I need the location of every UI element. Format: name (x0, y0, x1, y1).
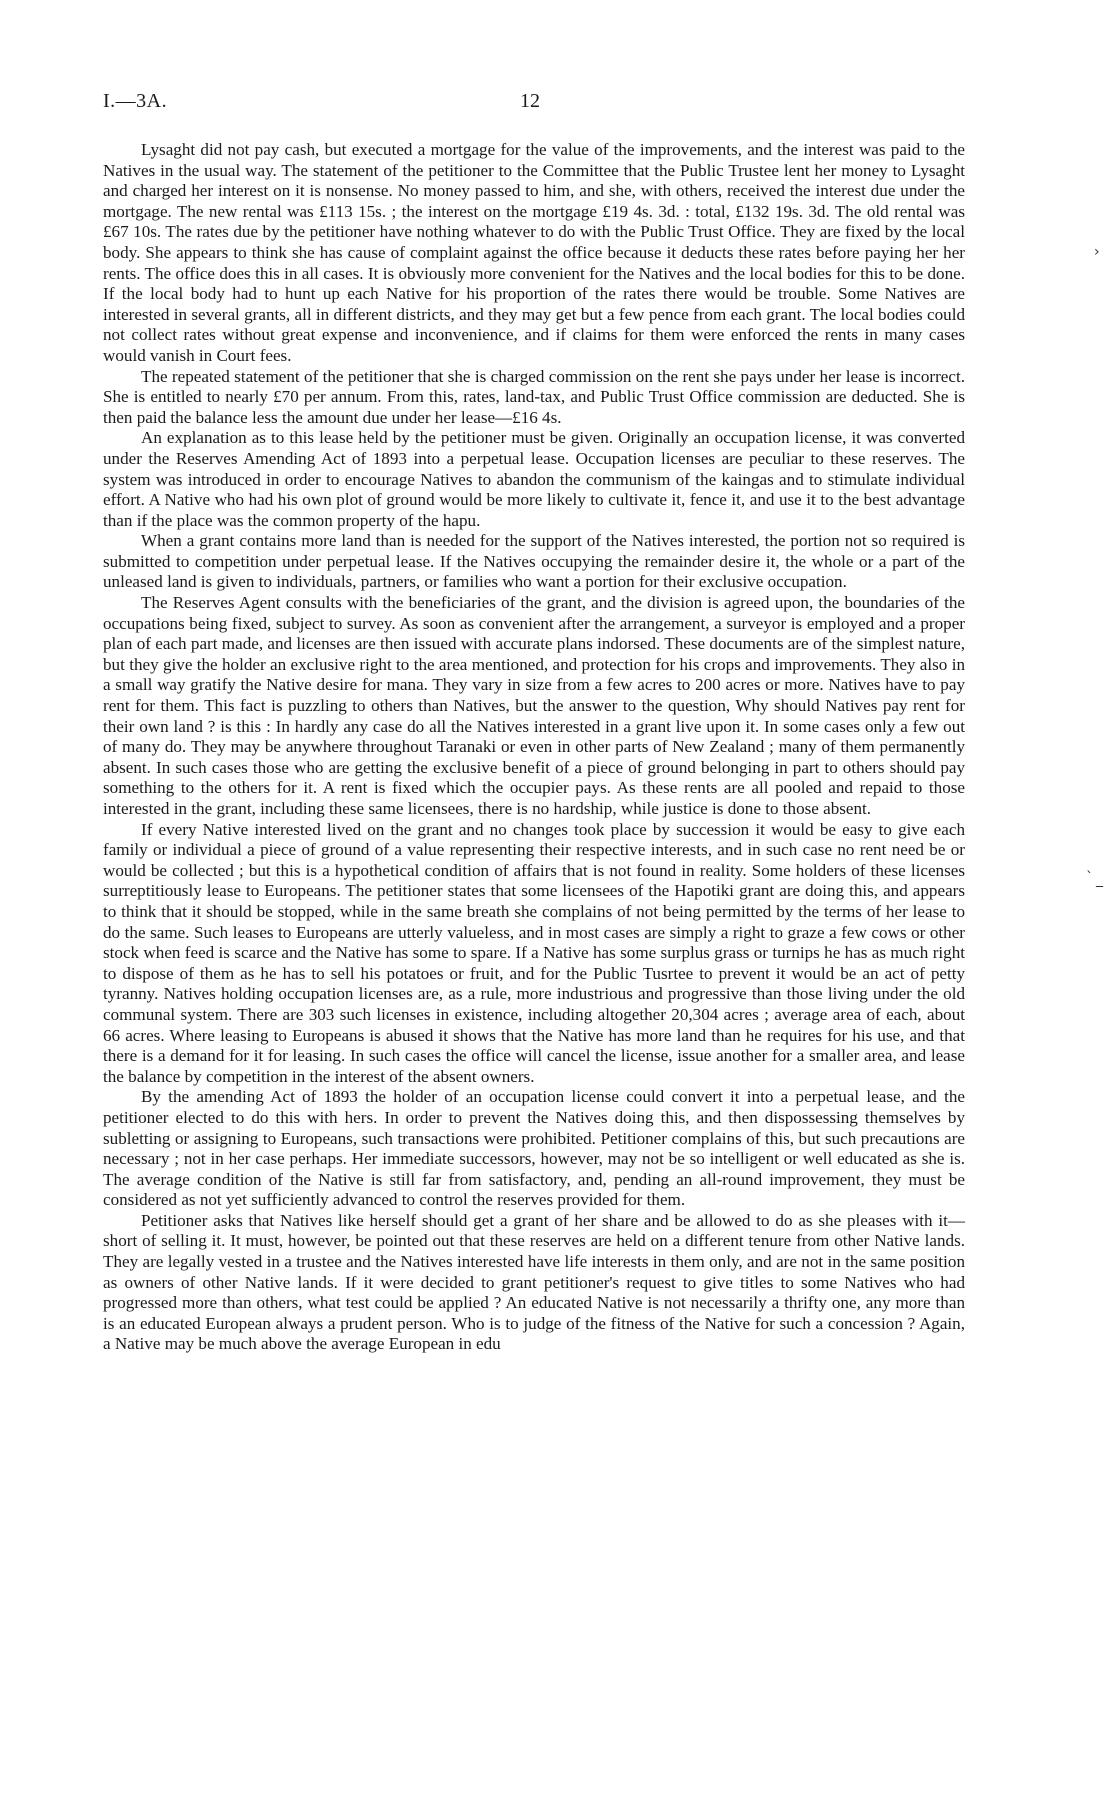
margin-mark: ‾ (1096, 885, 1103, 901)
paragraph: The Reserves Agent consults with the beneficiaries of the grant, and the division is agreed upon, the boundaries of the occupations being fixed, subject to survey. As soon as convenient after the arrangement, a surveyor is employed and a proper plan of each part made, and licenses are then issued with accurate plans indorsed. These documents are of the simplest nature, but they give the holder an exclusive right to the area mentioned, and protection for his crops and improvements. They also in a small way gratify the Native desire for mana. They vary in size from a few acres to 200 acres or more. Natives have to pay rent for them. This fact is puzzling to others than Natives, but the answer to the question, Why should Natives pay rent for their own land ? is this : In hardly any case do all the Natives interested in a grant live upon it. In some cases only a few out of many do. They may be anywhere throughout Taranaki or even in other parts of New Zealand ; many of them permanently absent. In such cases those who are getting the exclusive benefit of a piece of ground belonging in part to others should pay something to the others for it. A rent is fixed which the occupier pays. As these rents are all pooled and repaid to those interested in the grant, including these same licensees, there is no hardship, while justice is done to those absent. (103, 593, 965, 818)
paragraph: If every Native interested lived on the grant and no changes took place by succession it would be easy to give each family or individual a piece of ground of a value representing their respective interests, and in such case no rent need be or would be collected ; but this is a hypothetical condition of affairs that is not found in reality. Some holders of these licenses surreptitiously lease to Europeans. The petitioner states that some licensees of the Hapotiki grant are doing this, and appears to think that it should be stopped, while in the same breath she complains of not being permitted by the terms of her lease to do the same. Such leases to Europeans are utterly valueless, and in most cases are simply a right to graze a few cows or other stock when feed is scarce and the Native has some to spare. If a Native has some surplus grass or turnips he has as much right to dispose of them as he has to sell his potatoes or fruit, and for the Public Tusrtee to prevent it would be an act of petty tyranny. Natives holding occupation licenses are, as a rule, more industrious and progressive than those living under the old communal system. There are 303 such licenses in existence, including altogether 20,304 acres ; average area of each, about 66 acres. Where leasing to Europeans is abused it shows that the Native has more land than he requires for his use, and that there is a demand for it for leasing. In such cases the office will cancel the license, issue another for a smaller area, and lease the balance by competition in the interest of the absent owners. (103, 819, 965, 1086)
paragraph: An explanation as to this lease held by the petitioner must be given. Originally an occupation license, it was converted under the Reserves Amending Act of 1893 into a perpetual lease. Occupation licenses are peculiar to these reserves. The system was introduced in order to encourage Natives to abandon the communism of the kaingas and to stimulate individual effort. A Native who had his own plot of ground would be more likely to cultivate it, fence it, and use it to the best advantage than if the place was the common property of the hapu. (103, 428, 965, 530)
page-header (103, 90, 963, 120)
page-number: 12 (520, 90, 540, 112)
paragraph: Lysaght did not pay cash, but executed a mortgage for the value of the improvements, and the interest was paid to the Natives in the usual way. The statement of the petitioner to the Committee that the Public Trustee lent her money to Lysaght and charged her interest on it is nonsense. No money passed to him, and she, with others, received the interest due under the mortgage. The new rental was £113 15s. ; the interest on the mortgage £19 4s. 3d. : total, £132 19s. 3d. The old rental was £67 10s. The rates due by the petitioner have nothing whatever to do with the Public Trust Office. They are fixed by the local body. She appears to think she has cause of complaint against the office because it deducts these rates before paying her her rents. The office does this in all cases. It is obviously more convenient for the Natives and the local bodies for this to be done. If the local body had to hunt up each Native for his proportion of the rates there would be trouble. Some Natives are interested in several grants, all in different districts, and they may get but a few pence from each grant. The local bodies could not collect rates without great expense and inconvenience, and if claims for them were enforced the rents in many cases would vanish in Court fees. (103, 140, 965, 365)
margin-mark: ˋ (1086, 870, 1093, 886)
paragraph: When a grant contains more land than is needed for the support of the Natives interested, the portion not so required is submitted to competition under perpetual lease. If the Natives occupying the remainder desire it, the whole or a part of the unleased land is given to individuals, partners, or families who want a portion for their exclusive occupation. (103, 531, 965, 592)
paragraph: The repeated statement of the petitioner that she is charged commission on the rent she pays under her lease is incorrect. She is entitled to nearly £70 per annum. From this, rates, land-tax, and Public Trust Office commission are deducted. She is then paid the balance less the amount due under her lease—£16 4s. (103, 366, 965, 427)
paragraph: By the amending Act of 1893 the holder of an occupation license could convert it into a perpetual lease, and the petitioner elected to do this with hers. In order to prevent the Natives doing this, and then dispossessing themselves by subletting or assigning to Europeans, such transactions were prohibited. Petitioner complains of this, but such precautions are necessary ; not in her case perhaps. Her immediate successors, however, may not be so intelligent or well educated as she is. The average condition of the Native is still far from satisfactory, and, pending an all-round improvement, they must be considered as not yet sufficiently advanced to control the reserves provided for them. (103, 1087, 965, 1210)
document-reference: I.—3A. (103, 90, 168, 112)
paragraph: Petitioner asks that Natives like herself should get a grant of her share and be allowed to do as she pleases with it—short of selling it. It must, however, be pointed out that these reserves are held on a different tenure from other Native lands. They are legally vested in a trustee and the Natives interested have life interests in them only, and are not in the same position as owners of other Native lands. If it were decided to grant petitioner's request to give titles to some Natives who had progressed more than others, what test could be applied ? An educated Native is not necessarily a thrifty one, any more than is an educated European always a prudent person. Who is to judge of the fitness of the Native for such a concession ? Again, a Native may be much above the average European in edu (103, 1210, 965, 1354)
margin-mark: › (1094, 244, 1100, 260)
body-text (103, 140, 965, 1355)
